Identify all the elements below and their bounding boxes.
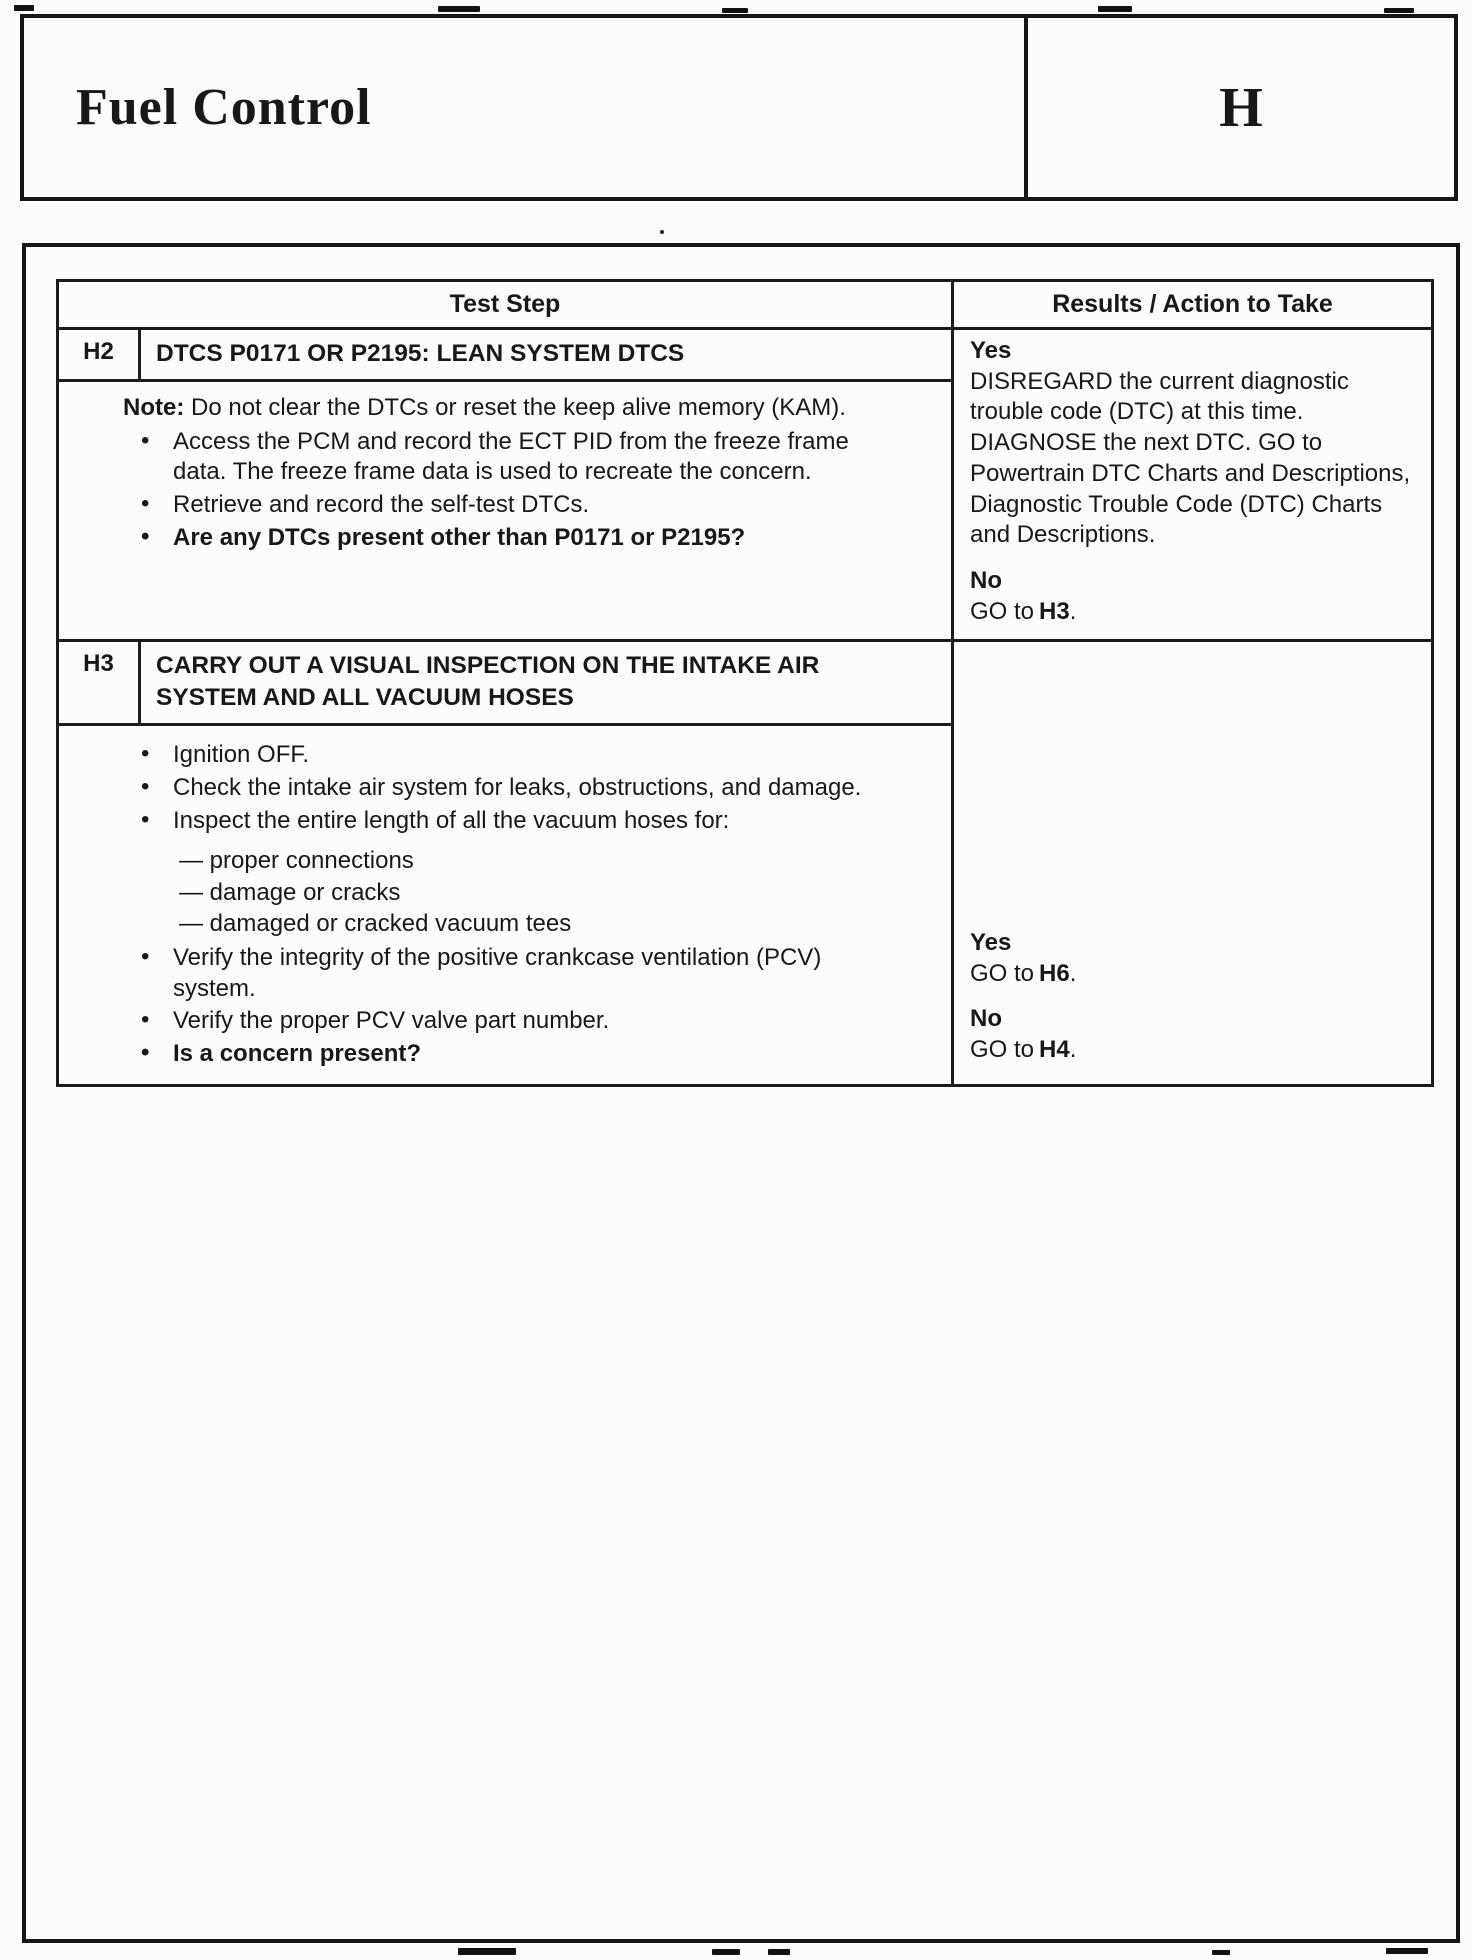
instruction-list-h3 (123, 740, 881, 1070)
scan-artifact (14, 5, 34, 11)
result-yes-text: DISREGARD the current diagnostic trouble code (DTC) at this time. DIAGNOSE the next DTC. GO to Powertrain DTC Charts and Descriptions, Diagnostic Trouble Code (DTC) Charts and Descriptions. (970, 367, 1411, 549)
go-to-target: H4 (1039, 1036, 1070, 1064)
note-text: Do not clear the DTCs or reset the keep alive memory (KAM). (191, 393, 846, 421)
result-yes-label: Yes (970, 337, 1012, 364)
sub-item: — proper connections (179, 847, 414, 875)
result-no-h2 (970, 566, 1415, 627)
table-header-row (59, 282, 1431, 330)
results-cell-h3 (951, 642, 1431, 1083)
result-yes-h3 (970, 928, 1415, 989)
section-letter-cell (1024, 18, 1454, 197)
go-to-target: H6 (1039, 959, 1070, 987)
scan-artifact (1386, 1948, 1428, 1954)
column-header-test-step: Test Step (449, 290, 561, 318)
go-to-text: GO to (970, 1036, 1035, 1064)
step-title-band-h3 (59, 642, 951, 726)
note-label: Note: (123, 393, 185, 421)
scan-artifact (1098, 6, 1132, 12)
scan-artifact (722, 8, 748, 13)
scan-artifact (458, 1948, 516, 1955)
step-id-h2: H2 (59, 330, 141, 379)
step-title-h2: DTCS P0171 OR P2195: LEAN SYSTEM DTCS (156, 340, 685, 367)
question-item: • Are any DTCs present other than P0171 or P2195? (123, 523, 881, 554)
instruction-item: • Check the intake air system for leaks, obstructions, and damage. (123, 773, 881, 804)
scan-artifact (1212, 1950, 1230, 1955)
scan-artifact (712, 1949, 740, 1955)
pinpoint-test-table (56, 279, 1434, 1087)
period: . (1069, 959, 1077, 987)
page-title: Fuel Control (76, 79, 372, 136)
instruction-item (123, 806, 881, 939)
step-title-band-h2 (59, 330, 951, 382)
result-no-label: No (970, 567, 1002, 595)
result-yes-h2 (970, 336, 1415, 551)
go-to-text: GO to (970, 597, 1035, 625)
step-body-h2 (59, 382, 951, 568)
page-header (20, 14, 1458, 201)
scan-artifact (438, 6, 480, 12)
scan-artifact (768, 1949, 790, 1955)
test-step-cell-h2 (59, 330, 951, 639)
instruction-item: • Verify the integrity of the positive crankcase ventilation (PCV) system. (123, 943, 881, 1004)
result-no-label: No (970, 1005, 1002, 1033)
result-no-action (970, 597, 1415, 628)
scan-artifact (1384, 8, 1414, 13)
step-id-h3: H3 (59, 642, 141, 723)
test-step-row-h2 (59, 330, 1431, 639)
result-no-action (970, 1035, 1415, 1066)
period: . (1069, 597, 1077, 625)
result-no-h3 (970, 1004, 1415, 1065)
test-step-row-h3 (59, 639, 1431, 1083)
go-to-target: H3 (1039, 597, 1070, 625)
result-yes-action (970, 959, 1415, 990)
chart-frame (22, 243, 1460, 1943)
instruction-item: • Verify the proper PCV valve part number. (123, 1006, 881, 1037)
page-title-cell (24, 18, 1024, 197)
period: . (1069, 1036, 1077, 1064)
results-cell-h2 (951, 330, 1431, 639)
test-step-cell-h3 (59, 642, 951, 1083)
step-body-h3 (59, 726, 951, 1084)
scan-artifact (660, 230, 664, 234)
go-to-text: GO to (970, 959, 1035, 987)
sub-item-list (173, 845, 881, 939)
sub-item: — damage or cracks (179, 878, 401, 906)
note (123, 393, 881, 424)
question-item: • Is a concern present? (123, 1039, 881, 1070)
sub-item: — damaged or cracked vacuum tees (179, 909, 572, 937)
instruction-text: Inspect the entire length of all the vacuum hoses for: (173, 806, 730, 834)
instruction-item: • Ignition OFF. (123, 740, 881, 771)
result-yes-label: Yes (970, 928, 1012, 956)
column-header-results: Results / Action to Take (951, 282, 1431, 327)
section-letter: H (1219, 76, 1263, 139)
instruction-list-h2 (123, 427, 881, 554)
instruction-item: • Access the PCM and record the ECT PID from the freeze frame data. The freeze frame data is used to recreate the concern. (123, 427, 881, 488)
instruction-item: • Retrieve and record the self-test DTCs. (123, 490, 881, 521)
step-title-h3: CARRY OUT A VISUAL INSPECTION ON THE INTAKE AIR SYSTEM AND ALL VACUUM HOSES (156, 652, 820, 712)
